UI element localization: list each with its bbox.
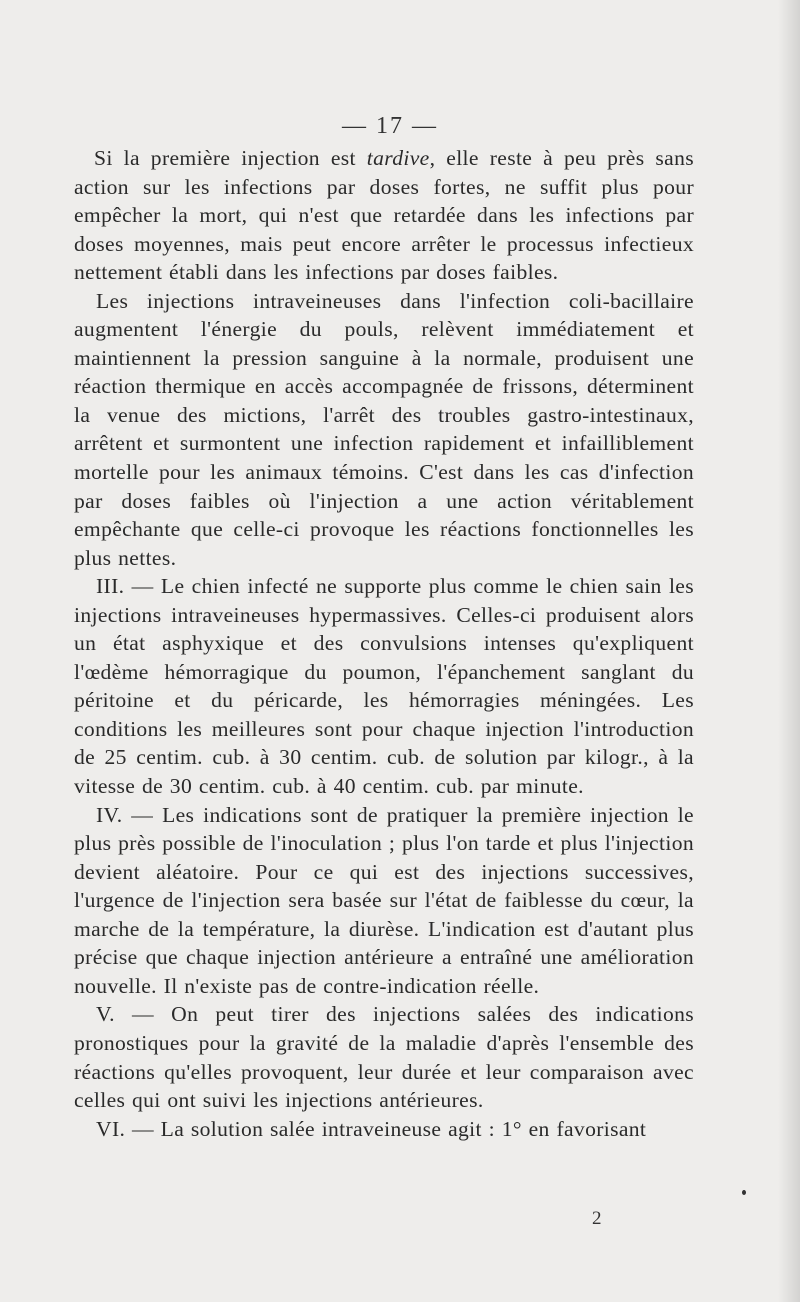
emphasis-tardive: tardive <box>366 146 430 170</box>
paragraph-2: Les injections intraveineuses dans l'infection coli-bacillaire augmentent l'énergie du pouls, relèvent immédiatement et maintiennent la pression sanguine à la normale, produisent une réaction thermique en accès accompagnée de frissons, déterminent la venue des mictions, l'arrêt des troubles gastro-intestinaux, arrêtent et surmontent une infection rapidement et infailliblement mortelle pour les animaux témoins. C'est dans les cas d'infection par doses faibles où l'injection a une action véritablement empêchante que celle-ci provoque les réactions fonctionnelles les plus nettes. <box>74 288 694 570</box>
paragraph-3: III. — Le chien infecté ne supporte plus comme le chien sain les injections intraveineuses hypermassives. Celles-ci produisent alors un état asphyxique et des convulsions intenses qu'expliquent l'œdème hémorragique du poumon, l'épanchement sanglant du péritoine et du péricarde, les hémorragies méningées. Les conditions les meilleures sont pour chaque injection l'introduction de 25 centim. cub. à 30 centim. cub. de solution par kilogr., à la vitesse de 30 centim. cub. à 40 centim. cub. par minute. <box>74 574 694 799</box>
paragraph-1-start: Si la première injection est <box>94 146 367 170</box>
paragraph-6: VI. — La solution salée intraveineuse agit : 1° en favorisant <box>96 1116 647 1141</box>
ink-dot <box>742 1190 746 1195</box>
paragraph-4: IV. — Les indications sont de pratiquer la première injection le plus près possible de l'inoculation ; plus l'on tarde et plus l'injection devient aléatoire. Pour ce qui est des injections successives, l'urgence de l'injection sera basée sur l'état de faiblesse du cœur, la marche de la température, la diurèse. L'indication est d'autant plus précise que chaque injection antérieure a entraîné une amélioration nouvelle. Il n'existe pas de contre-indication réelle. <box>74 802 694 998</box>
paragraph-1-rest: , elle reste à peu près sans action sur les infections par doses fortes, ne suffit plus pour empêcher la mort, qui n'est que retardée dans les infections par doses moyennes, mais peut encore arrêter le processus infectieux nettement établi dans les infections par doses faibles. <box>74 146 694 285</box>
page-number: — 17 — <box>342 113 438 139</box>
signature-mark: 2 <box>592 1208 602 1229</box>
paragraph-5: V. — On peut tirer des injections salées des indications pronostiques pour la gravité de la maladie d'après l'ensemble des réactions qu'elles provoquent, leur durée et leur comparaison avec celles qui ont suivi les injections antérieures. <box>74 1002 694 1113</box>
paragraph-1 <box>74 144 694 287</box>
body-text <box>74 144 694 1143</box>
